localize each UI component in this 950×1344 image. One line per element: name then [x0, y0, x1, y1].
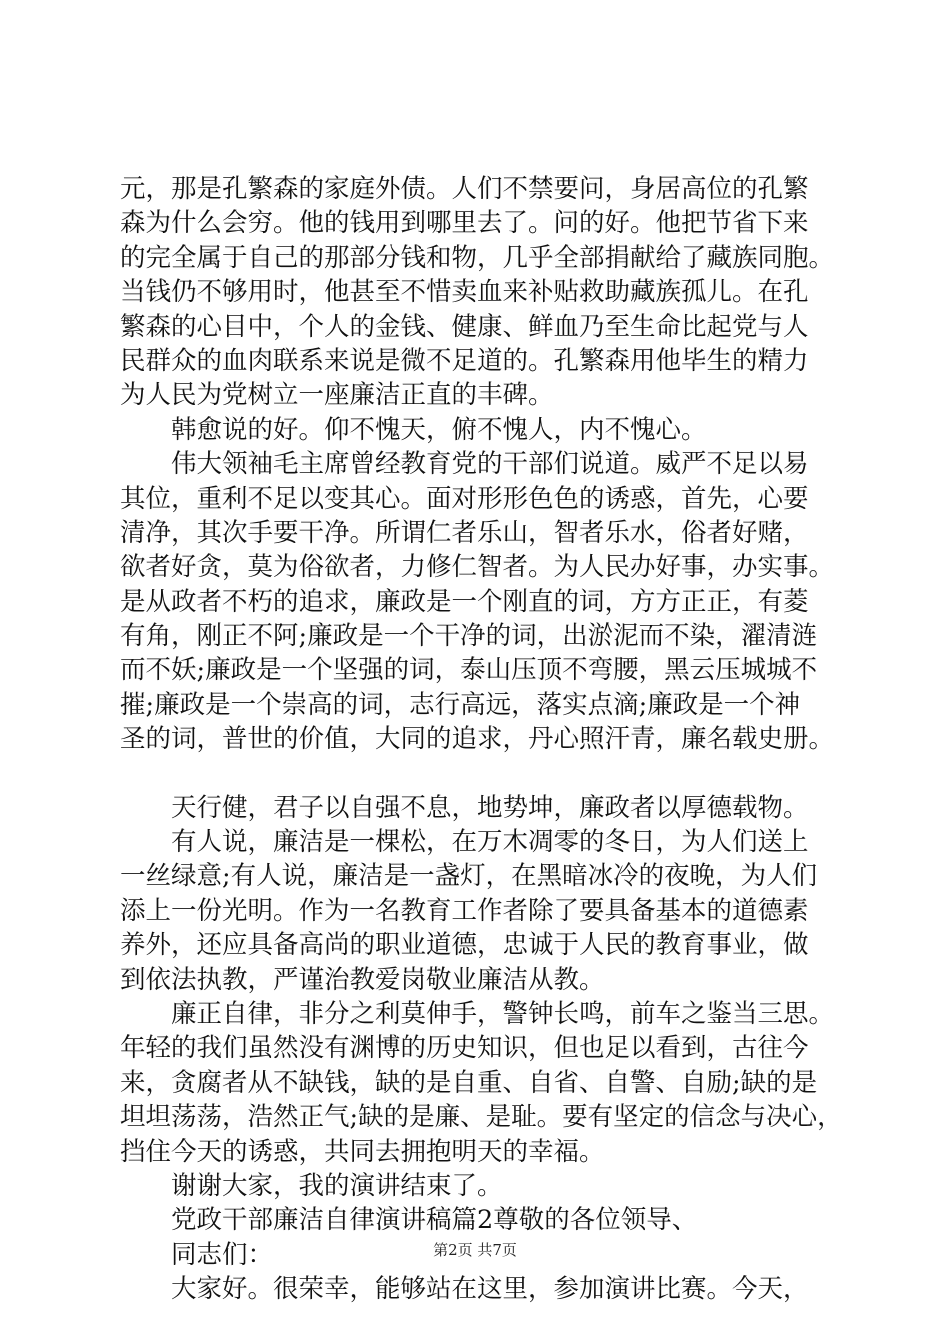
text-line: 其位，重利不足以变其心。面对形形色色的诱惑，首先，心要	[120, 483, 809, 514]
text-line: 大家好。很荣幸，能够站在这里，参加演讲比赛。今天，	[120, 1274, 809, 1305]
text-line: 谢谢大家，我的演讲结束了。	[120, 1170, 503, 1201]
text-line: 伟大领袖毛主席曾经教育党的干部们说道。威严不足以易	[120, 449, 809, 480]
text-line: 为人民为党树立一座廉洁正直的丰碑。	[120, 380, 554, 411]
text-line: 党政干部廉洁自律演讲稿篇2尊敬的各位领导、	[120, 1205, 698, 1236]
text-line: 而不妖;廉政是一个坚强的词，泰山压顶不弯腰，黑云压城城不	[120, 655, 818, 686]
text-line: 森为什么会穷。他的钱用到哪里去了。问的好。他把节省下来	[120, 208, 809, 239]
text-line: 一丝绿意;有人说，廉洁是一盏灯，在黑暗冰冷的夜晚，为人们	[120, 861, 818, 892]
text-line: 天行健，君子以自强不息，地势坤，廉政者以厚德载物。	[120, 792, 809, 823]
document-body	[120, 172, 855, 1307]
text-line: 繁森的心目中，个人的金钱、健康、鲜血乃至生命比起党与人	[120, 311, 809, 342]
text-line: 廉正自律，非分之利莫伸手，警钟长鸣，前车之鉴当三思。	[120, 998, 835, 1029]
text-line: 民群众的血肉联系来说是微不足道的。孔繁森用他毕生的精力	[120, 345, 809, 376]
text-line: 同志们：	[120, 1239, 274, 1270]
text-line: 是从政者不朽的追求，廉政是一个刚直的词，方方正正，有菱	[120, 586, 809, 617]
text-line: 的完全属于自己的那部分钱和物，几乎全部捐献给了藏族同胞。	[120, 242, 835, 273]
text-line: 添上一份光明。作为一名教育工作者除了要具备基本的道德素	[120, 895, 809, 926]
text-line: 有角，刚正不阿;廉政是一个干净的词，出淤泥而不染，濯清涟	[120, 621, 818, 652]
text-line: 摧;廉政是一个崇高的词，志行高远，落实点滴;廉政是一个神	[120, 689, 801, 720]
text-line: 当钱仍不够用时，他甚至不惜卖血来补贴救助藏族孤儿。在孔	[120, 277, 809, 308]
text-line: 养外，还应具备高尚的职业道德，忠诚于人民的教育事业，做	[120, 930, 809, 961]
text-line: 元，那是孔繁森的家庭外债。人们不禁要问，身居高位的孔繁	[120, 174, 809, 204]
text-line: 挡住今天的诱惑，共同去拥抱明天的幸福。	[120, 1136, 605, 1167]
text-block-2	[120, 791, 855, 1307]
text-line: 来，贪腐者从不缺钱，缺的是自重、自省、自警、自励;缺的是	[120, 1067, 818, 1098]
page-number-footer: 第2页 共7页	[433, 1241, 517, 1259]
text-line: 韩愈说的好。仰不愧天，俯不愧人，内不愧心。	[120, 414, 707, 445]
text-line: 欲者好贪，莫为俗欲者，力修仁智者。为人民办好事，办实事。	[120, 552, 835, 583]
text-line: 到依法执教，严谨治教爱岗敬业廉洁从教。	[120, 964, 605, 995]
text-line: 坦坦荡荡，浩然正气;缺的是廉、是耻。要有坚定的信念与决心，	[120, 1102, 843, 1133]
text-line: 圣的词，普世的价值，大同的追求，丹心照汗青，廉名载史册。	[120, 724, 835, 755]
text-line: 清净，其次手要干净。所谓仁者乐山，智者乐水，俗者好赌，	[120, 517, 809, 548]
text-block-1	[120, 172, 855, 757]
text-line: 年轻的我们虽然没有渊博的历史知识，但也足以看到，古往今	[120, 1033, 809, 1064]
text-line: 有人说，廉洁是一棵松，在万木凋零的冬日，为人们送上	[120, 827, 809, 858]
paragraph-gap	[120, 757, 855, 791]
